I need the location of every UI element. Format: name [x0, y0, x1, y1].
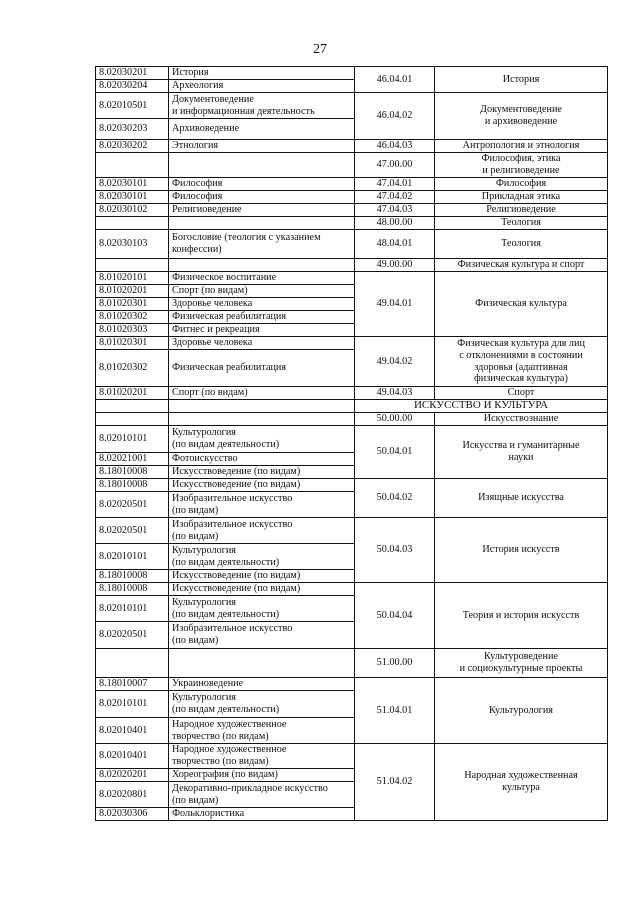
new-name-cell: Антропология и этнология — [435, 140, 608, 153]
new-name-cell: Физическая культура для лиц с отклонениями в состоянии здоровья (адаптивная физическая культура) — [435, 337, 608, 387]
old-code-cell: 8.02020501 — [96, 622, 169, 649]
old-name-cell: Искусствоведение (по видам) — [169, 479, 355, 492]
old-name-cell: Культурология (по видам деятельности) — [169, 544, 355, 570]
old-name-cell: Богословие (теология с указанием конфессии) — [169, 230, 355, 259]
old-name-cell: Культурология (по видам деятельности) — [169, 426, 355, 453]
old-name-cell: Искусствоведение (по видам) — [169, 570, 355, 583]
new-code-cell: 48.00.00 — [355, 217, 435, 230]
old-code-cell: 8.02010101 — [96, 691, 169, 718]
old-code-cell: 8.02030202 — [96, 140, 169, 153]
new-code-cell: 48.04.01 — [355, 230, 435, 259]
old-name-cell: Физическая реабилитация — [169, 311, 355, 324]
old-code-cell: 8.02030101 — [96, 178, 169, 191]
old-name-cell: Искусствоведение (по видам) — [169, 466, 355, 479]
old-code-cell — [96, 259, 169, 272]
old-code-cell: 8.02010101 — [96, 544, 169, 570]
new-name-cell: Теология — [435, 217, 608, 230]
old-name-cell: Здоровье человека — [169, 337, 355, 350]
old-name-cell: Здоровье человека — [169, 298, 355, 311]
old-name-cell — [169, 259, 355, 272]
table-row — [96, 178, 608, 191]
new-code-cell: 46.04.02 — [355, 93, 435, 140]
new-code-cell: 49.04.02 — [355, 337, 435, 387]
old-name-cell: Философия — [169, 178, 355, 191]
old-name-cell — [169, 217, 355, 230]
old-name-cell: Документоведение и информационная деятельность — [169, 93, 355, 119]
old-code-cell: 8.01020201 — [96, 387, 169, 400]
old-name-cell: Культурология (по видам деятельности) — [169, 691, 355, 718]
old-code-cell: 8.02030203 — [96, 119, 169, 140]
table-row — [96, 337, 608, 350]
table-row — [96, 744, 608, 769]
old-code-cell: 8.02030102 — [96, 204, 169, 217]
table-row — [96, 140, 608, 153]
new-name-cell: Прикладная этика — [435, 191, 608, 204]
table-row — [96, 413, 608, 426]
old-name-cell: Фитнес и рекреация — [169, 324, 355, 337]
old-code-cell: 8.01020302 — [96, 350, 169, 387]
table-row — [96, 272, 608, 285]
new-name-cell: История искусств — [435, 518, 608, 583]
old-code-cell: 8.01020301 — [96, 337, 169, 350]
table-row — [96, 678, 608, 691]
old-name-cell: Этнология — [169, 140, 355, 153]
old-name-cell: Философия — [169, 191, 355, 204]
old-code-cell: 8.01020101 — [96, 272, 169, 285]
old-name-cell: Изобразительное искусство (по видам) — [169, 518, 355, 544]
table-row — [96, 426, 608, 453]
table-row — [96, 649, 608, 678]
old-name-cell: Физическая реабилитация — [169, 350, 355, 387]
old-code-cell: 8.01020302 — [96, 311, 169, 324]
old-code-cell: 8.02030204 — [96, 80, 169, 93]
new-code-cell: 49.00.00 — [355, 259, 435, 272]
new-name-cell: Искусствознание — [435, 413, 608, 426]
new-name-cell: Народная художественная культура — [435, 744, 608, 821]
new-name-cell: Теология — [435, 230, 608, 259]
old-name-cell — [169, 413, 355, 426]
new-code-cell: 47.04.01 — [355, 178, 435, 191]
old-name-cell: Народное художественное творчество (по видам) — [169, 718, 355, 744]
new-code-cell: 47.00.00 — [355, 153, 435, 178]
old-name-cell: Религиоведение — [169, 204, 355, 217]
new-code-cell: 47.04.03 — [355, 204, 435, 217]
old-code-cell — [96, 153, 169, 178]
new-code-cell: 51.04.02 — [355, 744, 435, 821]
new-code-cell: 50.04.02 — [355, 479, 435, 518]
table-row — [96, 583, 608, 596]
table-row — [96, 217, 608, 230]
old-name-cell: Народное художественное творчество (по видам) — [169, 744, 355, 769]
old-code-cell — [96, 413, 169, 426]
section-heading-cell: ИСКУССТВО И КУЛЬТУРА — [355, 400, 608, 413]
table-row — [96, 387, 608, 400]
new-name-cell: Искусства и гуманитарные науки — [435, 426, 608, 479]
old-code-cell: 8.02021001 — [96, 453, 169, 466]
old-name-cell: Культурология (по видам деятельности) — [169, 596, 355, 622]
old-name-cell: Фотоискусство — [169, 453, 355, 466]
old-name-cell: Спорт (по видам) — [169, 387, 355, 400]
old-name-cell: Декоративно-прикладное искусство (по видам) — [169, 782, 355, 808]
new-code-cell: 51.00.00 — [355, 649, 435, 678]
old-code-cell: 8.02030306 — [96, 808, 169, 821]
new-name-cell: Культурология — [435, 678, 608, 744]
new-code-cell: 49.04.03 — [355, 387, 435, 400]
old-code-cell: 8.02030103 — [96, 230, 169, 259]
old-code-cell: 8.01020303 — [96, 324, 169, 337]
new-name-cell: Изящные искусства — [435, 479, 608, 518]
old-name-cell: Физическое воспитание — [169, 272, 355, 285]
old-code-cell: 8.02010101 — [96, 596, 169, 622]
table-row — [96, 67, 608, 80]
new-code-cell: 46.04.01 — [355, 67, 435, 93]
new-name-cell: Спорт — [435, 387, 608, 400]
new-name-cell: Философия, этика и религиоведение — [435, 153, 608, 178]
table-row — [96, 93, 608, 119]
old-code-cell: 8.18010008 — [96, 583, 169, 596]
old-code-cell: 8.02010401 — [96, 718, 169, 744]
table-row — [96, 191, 608, 204]
table-row — [96, 230, 608, 259]
old-name-cell: Спорт (по видам) — [169, 285, 355, 298]
old-name-cell: История — [169, 67, 355, 80]
table-body — [96, 67, 608, 821]
new-name-cell: Документоведение и архивоведение — [435, 93, 608, 140]
new-code-cell: 49.04.01 — [355, 272, 435, 337]
old-code-cell: 8.02020201 — [96, 769, 169, 782]
old-code-cell: 8.18010008 — [96, 479, 169, 492]
table-row — [96, 204, 608, 217]
table-row — [96, 400, 608, 413]
old-code-cell — [96, 649, 169, 678]
old-name-cell: Хореография (по видам) — [169, 769, 355, 782]
old-code-cell: 8.18010007 — [96, 678, 169, 691]
old-code-cell: 8.02030101 — [96, 191, 169, 204]
old-code-cell — [96, 400, 169, 413]
old-code-cell: 8.18010008 — [96, 466, 169, 479]
old-code-cell: 8.02030201 — [96, 67, 169, 80]
new-code-cell: 50.00.00 — [355, 413, 435, 426]
old-name-cell: Украиноведение — [169, 678, 355, 691]
table-row — [96, 259, 608, 272]
old-code-cell: 8.01020201 — [96, 285, 169, 298]
old-name-cell: Фольклористика — [169, 808, 355, 821]
new-name-cell: История — [435, 67, 608, 93]
new-name-cell: Физическая культура и спорт — [435, 259, 608, 272]
new-code-cell: 50.04.04 — [355, 583, 435, 649]
new-name-cell: Культуроведение и социокультурные проекты — [435, 649, 608, 678]
new-code-cell: 46.04.03 — [355, 140, 435, 153]
old-code-cell: 8.18010008 — [96, 570, 169, 583]
old-name-cell: Археология — [169, 80, 355, 93]
old-code-cell: 8.02020501 — [96, 492, 169, 518]
new-name-cell: Религиоведение — [435, 204, 608, 217]
new-name-cell: Теория и история искусств — [435, 583, 608, 649]
old-name-cell: Изобразительное искусство (по видам) — [169, 492, 355, 518]
old-name-cell: Изобразительное искусство (по видам) — [169, 622, 355, 649]
new-name-cell: Философия — [435, 178, 608, 191]
old-name-cell — [169, 153, 355, 178]
old-code-cell: 8.02020801 — [96, 782, 169, 808]
specialties-table — [95, 66, 608, 821]
table-row — [96, 518, 608, 544]
new-code-cell: 51.04.01 — [355, 678, 435, 744]
page-number: 27 — [313, 42, 327, 57]
old-name-cell: Архивоведение — [169, 119, 355, 140]
new-code-cell: 50.04.01 — [355, 426, 435, 479]
old-name-cell — [169, 400, 355, 413]
old-code-cell: 8.01020301 — [96, 298, 169, 311]
old-code-cell: 8.02010101 — [96, 426, 169, 453]
old-code-cell: 8.02010501 — [96, 93, 169, 119]
old-code-cell — [96, 217, 169, 230]
new-name-cell: Физическая культура — [435, 272, 608, 337]
new-code-cell: 50.04.03 — [355, 518, 435, 583]
old-name-cell — [169, 649, 355, 678]
table-row — [96, 153, 608, 178]
new-code-cell: 47.04.02 — [355, 191, 435, 204]
table-row — [96, 479, 608, 492]
old-code-cell: 8.02020501 — [96, 518, 169, 544]
old-code-cell: 8.02010401 — [96, 744, 169, 769]
old-name-cell: Искусствоведение (по видам) — [169, 583, 355, 596]
